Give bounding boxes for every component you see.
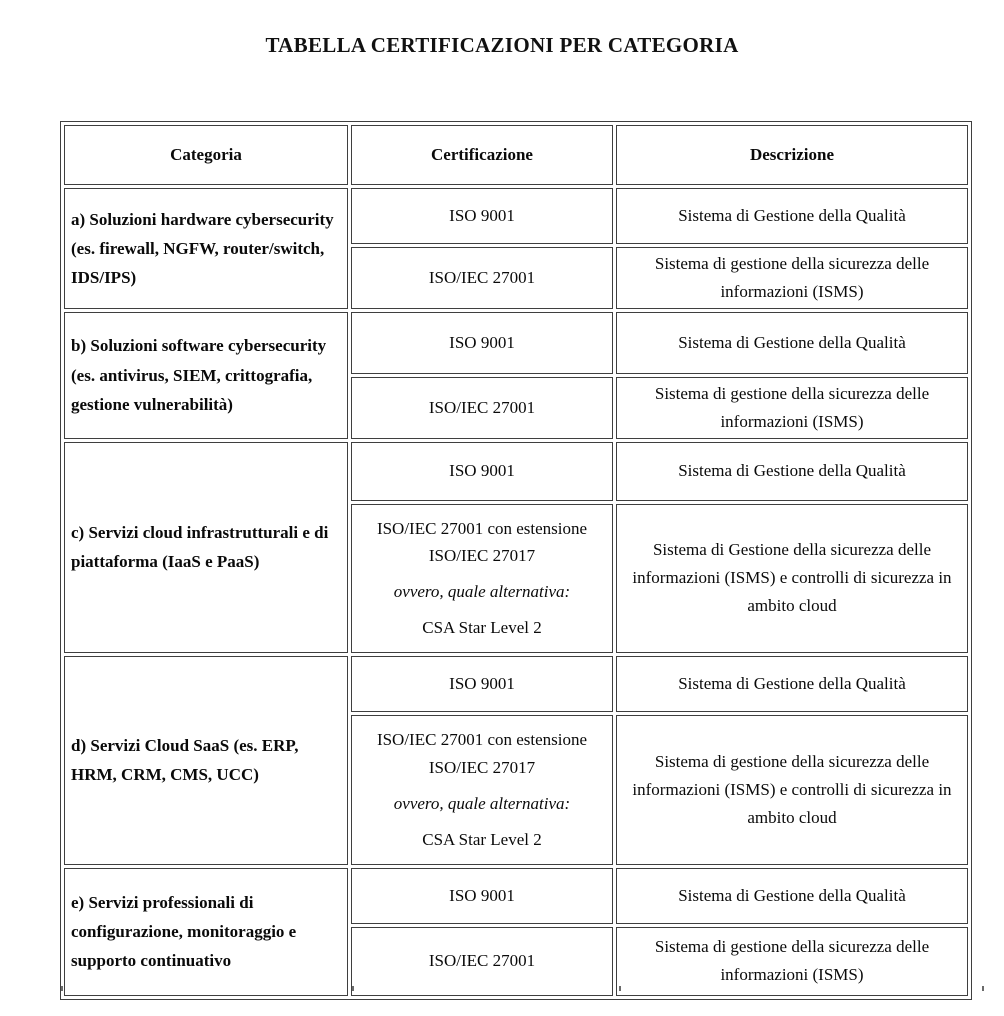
category-cell: e) Servizi professionali di configurazione, monitoraggio e supporto continuativo bbox=[64, 868, 348, 996]
certification-line: ISO/IEC 27001 bbox=[428, 267, 536, 287]
certification-cell bbox=[351, 442, 613, 501]
certification-cell bbox=[351, 504, 613, 654]
certification-line: CSA Star Level 2 bbox=[422, 829, 542, 849]
table-row bbox=[64, 188, 968, 244]
certification-cell bbox=[351, 927, 613, 996]
table-header-row bbox=[64, 125, 968, 185]
certification-line: ISO 9001 bbox=[449, 206, 515, 226]
category-cell: b) Soluzioni software cybersecurity (es. antivirus, SIEM, crittografia, gestione vulnerabilità) bbox=[64, 312, 348, 439]
certification-line: ISO/IEC 27001 con estensione ISO/IEC 27017 bbox=[376, 518, 588, 566]
column-header-categoria: Categoria bbox=[64, 125, 348, 185]
category-cell: a) Soluzioni hardware cybersecurity (es. firewall, NGFW, router/switch, IDS/IPS) bbox=[64, 188, 348, 309]
next-row-remnant bbox=[619, 986, 621, 991]
next-row-remnant bbox=[61, 986, 63, 991]
table-row bbox=[64, 868, 968, 924]
category-cell: c) Servizi cloud infrastrutturali e di piattaforma (IaaS e PaaS) bbox=[64, 442, 348, 654]
certification-cell bbox=[351, 656, 613, 712]
column-header-descrizione: Descrizione bbox=[616, 125, 968, 185]
description-cell: Sistema di Gestione della Qualità bbox=[616, 656, 968, 712]
description-cell: Sistema di gestione della sicurezza delle informazioni (ISMS) bbox=[616, 927, 968, 996]
description-cell: Sistema di gestione della sicurezza delle informazioni (ISMS) bbox=[616, 247, 968, 309]
description-cell: Sistema di gestione della sicurezza delle informazioni (ISMS) e controlli di sicurezza in ambito cloud bbox=[616, 715, 968, 865]
certification-line: ISO 9001 bbox=[449, 332, 515, 352]
certification-line: ISO/IEC 27001 bbox=[428, 397, 536, 417]
table-row bbox=[64, 312, 968, 374]
description-cell: Sistema di gestione della sicurezza delle informazioni (ISMS) bbox=[616, 377, 968, 439]
certification-alternative-note: ovvero, quale alternativa: bbox=[393, 582, 571, 602]
certification-cell bbox=[351, 247, 613, 309]
certification-cell bbox=[351, 715, 613, 865]
description-cell: Sistema di Gestione della Qualità bbox=[616, 442, 968, 501]
certification-alternative-note: ovvero, quale alternativa: bbox=[393, 793, 571, 813]
next-row-remnant bbox=[982, 986, 984, 991]
certification-table bbox=[60, 121, 972, 1000]
certification-line: ISO 9001 bbox=[449, 885, 515, 905]
certification-line: CSA Star Level 2 bbox=[422, 618, 542, 638]
table-body bbox=[64, 188, 968, 996]
column-header-certificazione: Certificazione bbox=[351, 125, 613, 185]
certification-line: ISO 9001 bbox=[449, 674, 515, 694]
page-title: TABELLA CERTIFICAZIONI PER CATEGORIA bbox=[265, 33, 739, 57]
next-row-remnant bbox=[352, 986, 354, 991]
description-cell: Sistema di Gestione della Qualità bbox=[616, 312, 968, 374]
table-row bbox=[64, 442, 968, 501]
certification-cell bbox=[351, 377, 613, 439]
certification-line: ISO/IEC 27001 con estensione ISO/IEC 27017 bbox=[376, 730, 588, 777]
description-cell: Sistema di Gestione della Qualità bbox=[616, 188, 968, 244]
description-cell: Sistema di Gestione della Qualità bbox=[616, 868, 968, 924]
description-cell: Sistema di Gestione della sicurezza delle informazioni (ISMS) e controlli di sicurezza in ambito cloud bbox=[616, 504, 968, 654]
table-row bbox=[64, 656, 968, 712]
category-cell: d) Servizi Cloud SaaS (es. ERP, HRM, CRM, CMS, UCC) bbox=[64, 656, 348, 865]
certification-cell bbox=[351, 188, 613, 244]
certification-line: ISO 9001 bbox=[449, 461, 515, 481]
certification-cell bbox=[351, 868, 613, 924]
certification-line: ISO/IEC 27001 bbox=[428, 951, 536, 971]
certification-cell bbox=[351, 312, 613, 374]
